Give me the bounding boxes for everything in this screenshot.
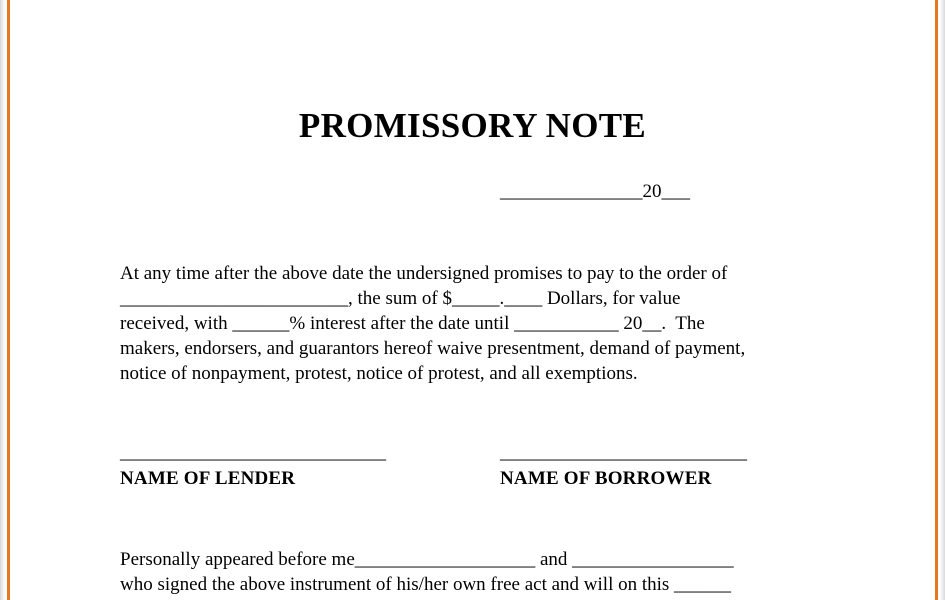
acknowledgment-section xyxy=(120,547,734,597)
note-body xyxy=(120,261,745,386)
borrower-signature-block xyxy=(500,441,747,491)
acknowledgment-line: who signed the above instrument of his/her own free act and will on this ______ xyxy=(120,574,732,595)
date-blank-line: _______________20___ xyxy=(500,181,690,202)
body-line: received, with ______% interest after the date until ___________ 20__. The xyxy=(120,313,705,334)
body-line: notice of nonpayment, protest, notice of protest, and all exemptions. xyxy=(120,363,638,384)
lender-label: NAME OF LENDER xyxy=(120,468,296,489)
lender-signature-line: ____________________________ xyxy=(120,442,386,463)
body-line: At any time after the above date the undersigned promises to pay to the order of xyxy=(120,263,728,284)
acknowledgment-line: Personally appeared before me___________________ and _________________ xyxy=(120,549,734,570)
body-line: makers, endorsers, and guarantors hereof waive presentment, demand of payment, xyxy=(120,338,746,359)
borrower-signature-line: __________________________ xyxy=(500,442,747,463)
body-line: ________________________, the sum of $_____.____ Dollars, for value xyxy=(120,288,681,309)
document-title: PROMISSORY NOTE xyxy=(298,106,647,145)
document-page xyxy=(14,0,931,600)
page-border-left xyxy=(0,0,14,600)
page-border-right xyxy=(931,0,945,600)
borrower-label: NAME OF BORROWER xyxy=(500,468,712,489)
lender-signature-block xyxy=(120,441,386,491)
